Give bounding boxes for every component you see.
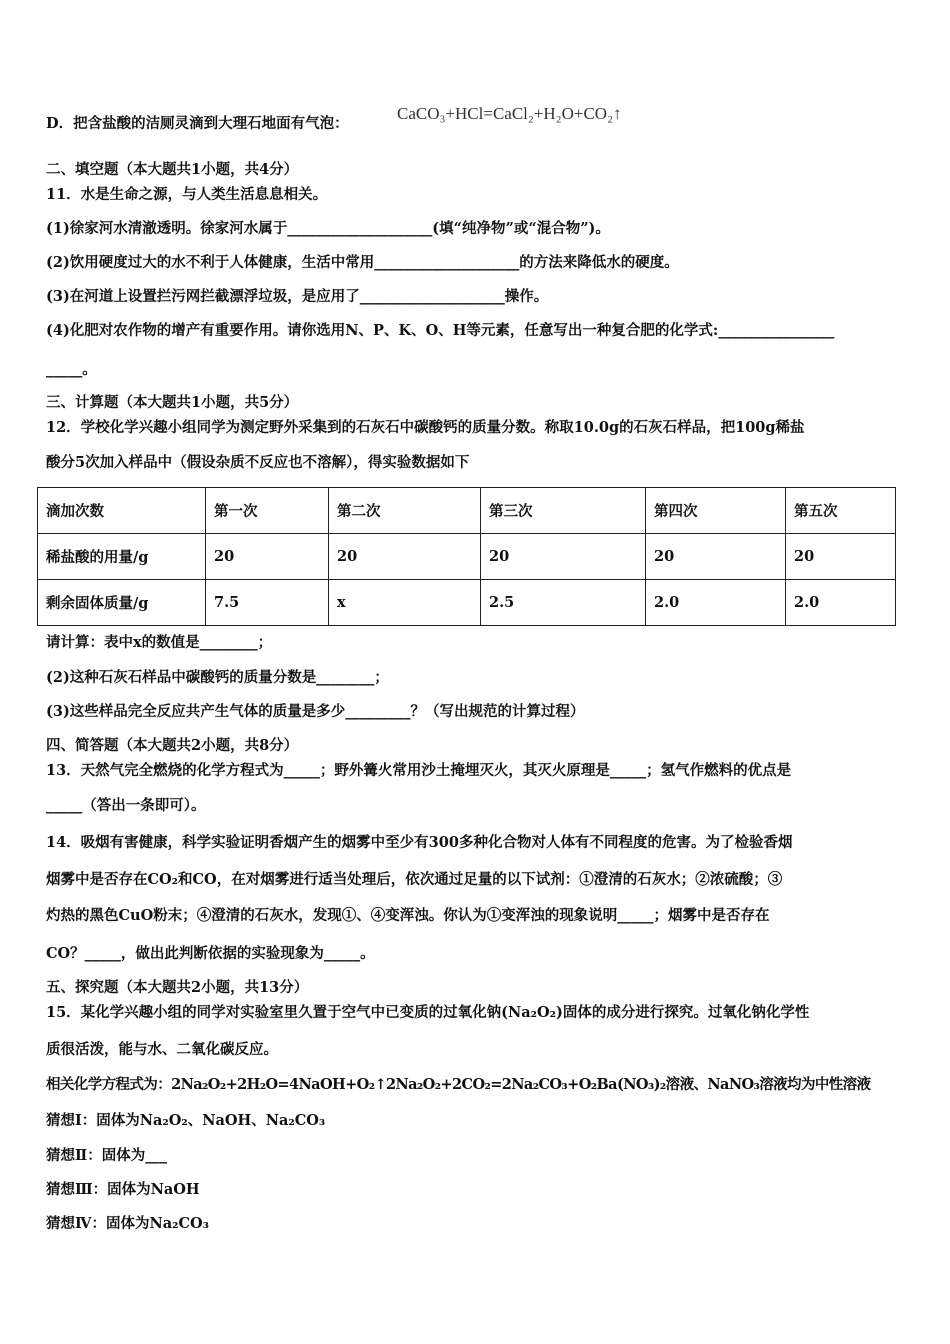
- table-cell: 7.5: [206, 580, 329, 626]
- table-cell: 2.0: [646, 580, 786, 626]
- table-header-cell: 第四次: [646, 488, 786, 534]
- question-13: 13．天然气完全燃烧的化学方程式为_____；野外篝火常用沙土掩埋灭火，其灭火原理是_____；氢气作燃料的优点是: [46, 762, 792, 779]
- option-d-equation: CaCO₃+HCl=CaCl₂+H₂O+CO₂↑: [397, 104, 622, 123]
- option-d-text: D．把含盐酸的洁厕灵滴到大理石地面有气泡：: [46, 115, 349, 132]
- table-header-cell: 滴加次数: [38, 488, 206, 534]
- section-heading: 二、填空题（本大题共1小题，共4分）: [46, 161, 299, 178]
- question-11-part-3: (3)在河道上设置拦污网拦截漂浮垃圾，是应用了____________________操作。: [46, 288, 549, 305]
- table-cell: 20: [646, 534, 786, 580]
- table-row: [38, 580, 896, 626]
- question-12-part-1: 请计算：表中x的数值是________；: [46, 634, 273, 651]
- question-11-part-4-cont: _____。: [46, 361, 97, 378]
- table-cell: 20: [481, 534, 646, 580]
- question-14-cont: CO？_____，做出此判断依据的实验现象为_____。: [46, 945, 375, 962]
- table-cell: 20: [786, 534, 896, 580]
- question-15: 15．某化学兴趣小组的同学对实验室里久置于空气中已变质的过氧化钠(Na₂O₂)固体的成分进行探究。过氧化钠化学性: [46, 1004, 810, 1021]
- question-14: 14．吸烟有害健康，科学实验证明香烟产生的烟雾中至少有300多种化合物对人体有不同程度的危害。为了检验香烟: [46, 834, 793, 851]
- question-11-stem: 11．水是生命之源，与人类生活息息相关。: [46, 186, 328, 203]
- table-row: [38, 534, 896, 580]
- question-14-cont: 灼热的黑色CuO粉末；④澄清的石灰水，发现①、④变浑浊。你认为①变浑浊的现象说明_____；烟雾中是否存在: [46, 907, 770, 924]
- question-11-part-4: (4)化肥对农作物的增产有重要作用。请你选用N、P、K、O、H等元素，任意写出一种复合肥的化学式:________________: [46, 322, 835, 339]
- table-cell: x: [329, 580, 481, 626]
- table-cell: 20: [329, 534, 481, 580]
- question-12-part-2: (2)这种石灰石样品中碳酸钙的质量分数是________；: [46, 669, 389, 686]
- table-header-cell: 第一次: [206, 488, 329, 534]
- table-cell: 稀盐酸的用量/g: [38, 534, 206, 580]
- hypothesis-4: 猜想Ⅳ：固体为Na₂CO₃: [46, 1215, 209, 1232]
- section-heading: 三、计算题（本大题共1小题，共5分）: [46, 394, 299, 411]
- table-header-cell: 第二次: [329, 488, 481, 534]
- hypothesis-3: 猜想Ⅲ：固体为NaOH: [46, 1181, 200, 1198]
- table-header-cell: 第三次: [481, 488, 646, 534]
- question-15-equations: 相关化学方程式为：2Na₂O₂+2H₂O=4NaOH+O₂↑2Na₂O₂+2CO₂=2Na₂CO₃+O₂Ba(NO₃)₂溶液、NaNO₃溶液均为中性溶液: [46, 1076, 871, 1093]
- question-14-cont: 烟雾中是否存在CO₂和CO，在对烟雾进行适当处理后，依次通过足量的以下试剂：①澄清的石灰水；②浓硫酸；③: [46, 871, 783, 888]
- section-heading: 五、探究题（本大题共2小题，共13分）: [46, 979, 309, 996]
- question-12-stem: 12．学校化学兴趣小组同学为测定野外采集到的石灰石中碳酸钙的质量分数。称取10.0g的石灰石样品，把100g稀盐: [46, 419, 805, 436]
- section-heading: 四、简答题（本大题共2小题，共8分）: [46, 737, 299, 754]
- question-13-cont: _____（答出一条即可）。: [46, 797, 206, 814]
- question-12-stem-cont: 酸分5次加入样品中（假设杂质不反应也不溶解），得实验数据如下: [46, 454, 470, 471]
- table-cell: 剩余固体质量/g: [38, 580, 206, 626]
- table-cell: 2.0: [786, 580, 896, 626]
- question-11-part-1: (1)徐家河水清澈透明。徐家河水属于____________________(填“纯净物”或“混合物”)。: [46, 220, 610, 237]
- data-table: [37, 487, 896, 626]
- hypothesis-1: 猜想Ⅰ：固体为Na₂O₂、NaOH、Na₂CO₃: [46, 1112, 326, 1129]
- table-header-cell: 第五次: [786, 488, 896, 534]
- question-15-cont: 质很活泼，能与水、二氧化碳反应。: [46, 1041, 278, 1058]
- question-12-part-3: (3)这些样品完全反应共产生气体的质量是多少_________？（写出规范的计算过程）: [46, 703, 585, 720]
- hypothesis-2: 猜想Ⅱ：固体为___: [46, 1147, 167, 1164]
- table-cell: 2.5: [481, 580, 646, 626]
- question-11-part-2: (2)饮用硬度过大的水不利于人体健康，生活中常用____________________的方法来降低水的硬度。: [46, 254, 679, 271]
- table-header-row: [38, 488, 896, 534]
- table-cell: 20: [206, 534, 329, 580]
